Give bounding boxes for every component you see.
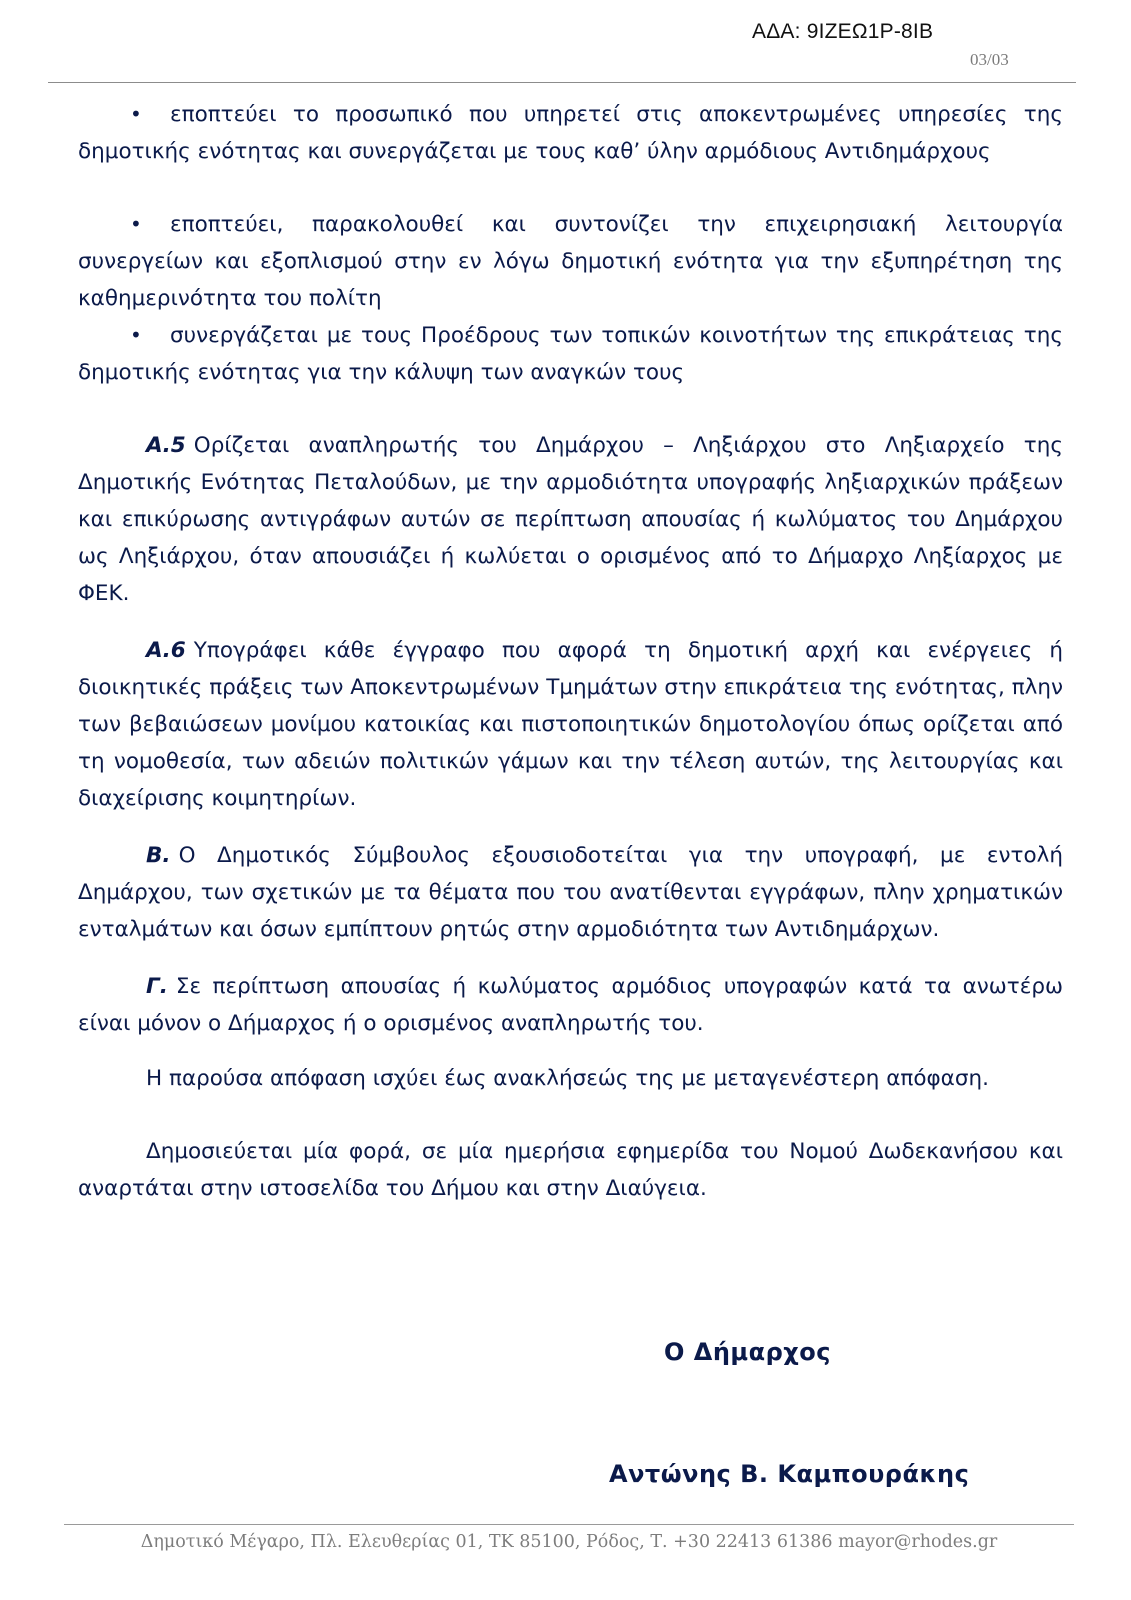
bullet-text: εποπτεύει, παρακολουθεί και συντονίζει την επιχειρησιακή λειτουργία συνεργείων και εξοπλισμού στην εν λόγω δημοτική ενότητα για την εξυπηρέτηση της καθημερινότητα του πολίτη (78, 212, 1063, 311)
section-text: Ορίζεται αναπληρωτής του Δημάρχου – Ληξιάρχου στο Ληξιαρχείο της Δημοτικής Ενότητας Πεταλούδων, με την αρμοδιότητα υπογραφής ληξιαρχικών πράξεων και επικύρωσης αντιγράφων αυτών σε περίπτωση απουσίας ή κωλύματος του Δημάρχου ως Ληξιάρχου, όταν απουσιάζει ή κωλύεται ο ορισμένος από το Δήμαρχο Ληξίαρχος με ΦΕΚ. (78, 433, 1063, 606)
validity-clause: Η παρούσα απόφαση ισχύει έως ανακλήσεώς της με μεταγενέστερη απόφαση. (146, 1066, 989, 1091)
bullet-item (78, 96, 1063, 170)
section-b (78, 837, 1063, 948)
bullet-text: εποπτεύει το προσωπικό που υπηρετεί στις αποκεντρωμένες υπηρεσίες της δημοτικής ενότητας και συνεργάζεται με τους καθ’ ύλην αρμόδιους Αντιδημάρχους (78, 102, 1063, 164)
bullet-item (78, 206, 1063, 317)
signature-name: Αντώνης Β. Καμπουράκης (609, 1460, 970, 1488)
signature-title: Ο Δήμαρχος (664, 1338, 831, 1366)
bullet-item (78, 317, 1063, 391)
section-text: Ο Δημοτικός Σύμβουλος εξουσιοδοτείται για την υπογραφή, με εντολή Δημάρχου, των σχετικών με τα θέματα που του ανατίθενται εγγράφων, πλην χρηματικών ενταλμάτων και όσων εμπίπτουν ρητώς στην αρμοδιότητα των Αντιδημάρχων. (78, 843, 1063, 942)
section-label: Α.6 (146, 638, 186, 663)
section-label: Β. (146, 843, 171, 868)
section-label: Α.5 (146, 433, 186, 458)
section-a6 (78, 632, 1063, 817)
bullet-icon: • (130, 212, 142, 236)
footer-address: Δημοτικό Μέγαρο, Πλ. Ελευθερίας 01, ΤΚ 85100, Ρόδος, Τ. +30 22413 61386 mayor@rhodes.gr (140, 1532, 998, 1552)
document-body (78, 96, 1063, 1207)
section-g (78, 968, 1063, 1042)
section-text: Υπογράφει κάθε έγγραφο που αφορά τη δημοτική αρχή και ενέργειες ή διοικητικές πράξεις των Αποκεντρωμένων Τμημάτων στην επικράτεια της ενότητας, πλην των βεβαιώσεων μονίμου κατοικίας και πιστοποιητικών δημοτολογίου όπως ορίζεται από τη νομοθεσία, των αδειών πολιτικών γάμων και την τέλεση αυτών, της λειτουργίας και διαχείρισης κοιμητηρίων. (78, 638, 1063, 811)
section-text: Σε περίπτωση απουσίας ή κωλύματος αρμόδιος υπογραφών κατά τα ανωτέρω είναι μόνον ο Δήμαρχος ή ο ορισμένος αναπληρωτής του. (78, 974, 1063, 1036)
header-divider (48, 82, 1076, 83)
section-label: Γ. (146, 974, 168, 999)
bullet-text: συνεργάζεται με τους Προέδρους των τοπικών κοινοτήτων της επικράτειας της δημοτικής ενότητας για την κάλυψη των αναγκών τους (78, 323, 1063, 385)
page-number: 03/03 (970, 50, 1009, 69)
ada-code: ΑΔΑ: 9ΙΖΕΩ1Ρ-8ΙΒ (752, 20, 934, 43)
bullet-icon: • (130, 323, 142, 347)
publication-clause: Δημοσιεύεται μία φορά, σε μία ημερήσια εφημερίδα του Νομού Δωδεκανήσου και αναρτάται στην ιστοσελίδα του Δήμου και στην Διαύγεια. (78, 1139, 1063, 1201)
footer-divider (64, 1524, 1074, 1525)
bullet-icon: • (130, 102, 142, 126)
section-a5 (78, 427, 1063, 612)
